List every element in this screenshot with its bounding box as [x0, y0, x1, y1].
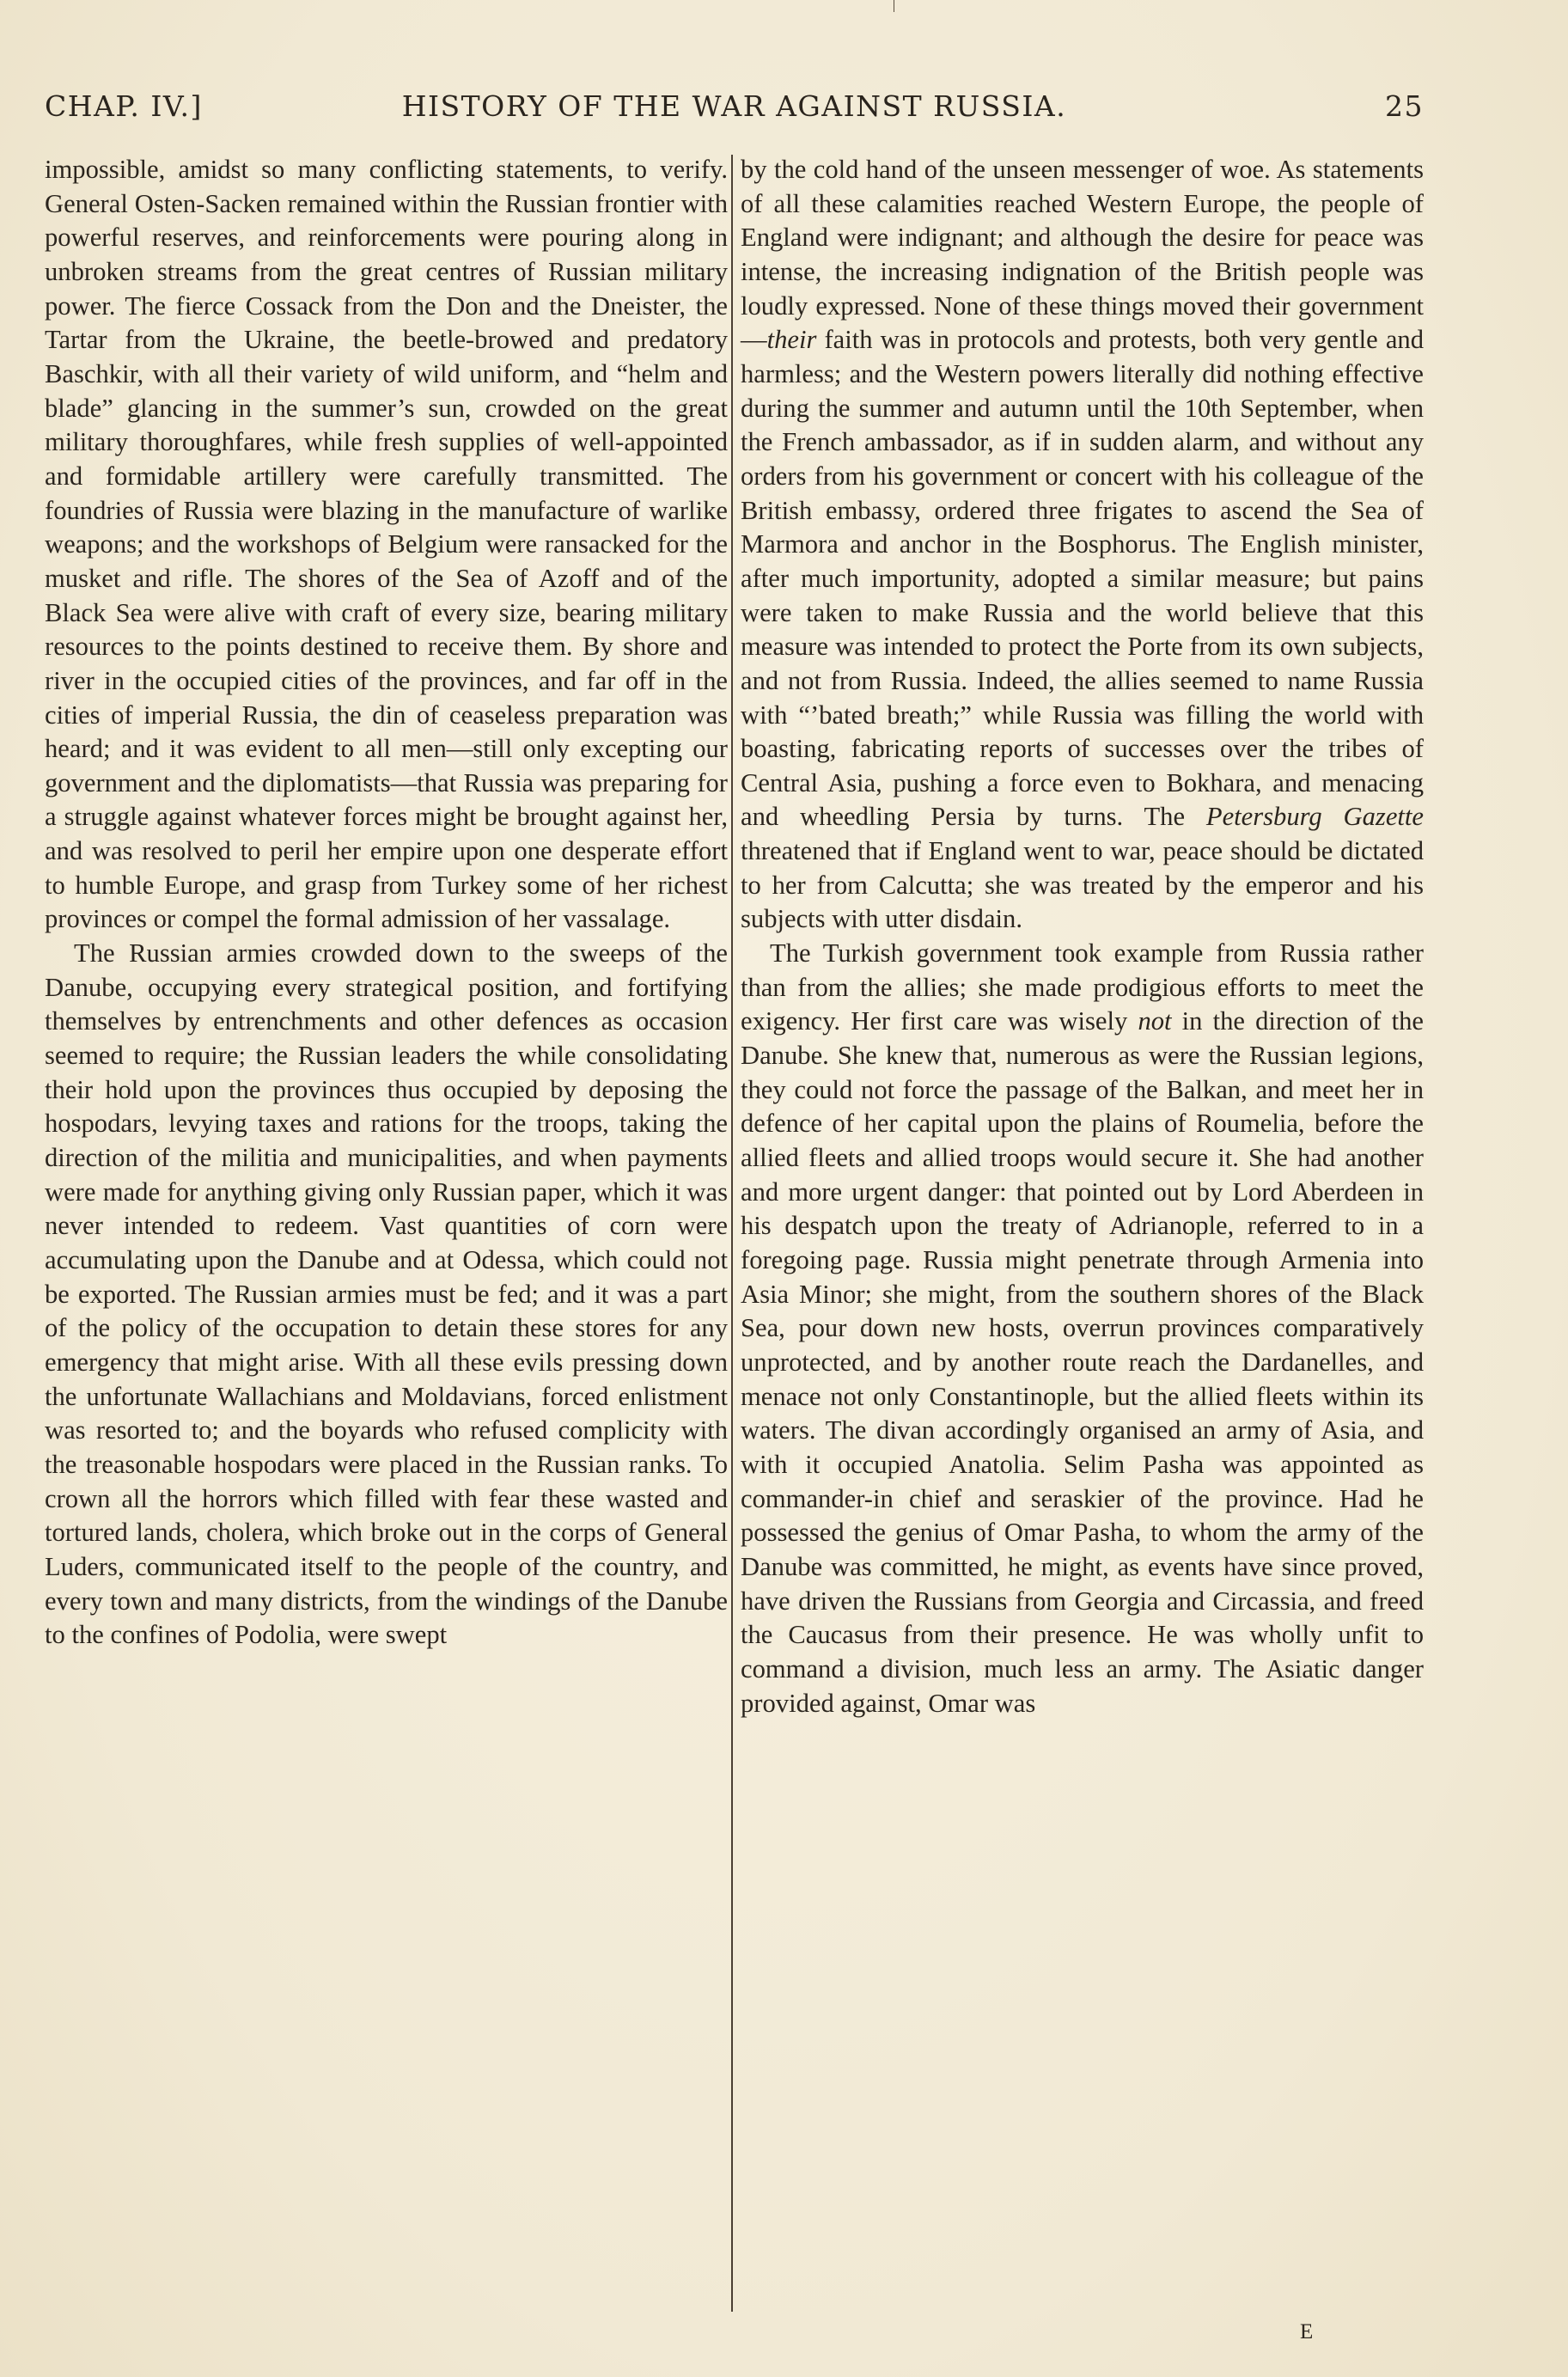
right-p2-start: The Turkish government took example from Russia rather than from the allies; she made prodigious efforts to meet the exigency. Her first care was wisely [741, 938, 1424, 1036]
page-number: 25 [1385, 89, 1424, 123]
right-column [741, 153, 1424, 1720]
running-header [45, 82, 1424, 125]
running-title: HISTORY OF THE WAR AGAINST RUSSIA. [401, 89, 1067, 123]
printer-signature-mark: E [1300, 2320, 1315, 2343]
chapter-label: CHAP. IV.] [45, 89, 203, 123]
emphasis-petersburg-gazette: Petersburg Gazette [1205, 802, 1424, 832]
right-p1-continued: faith was in protocols and protests, both very gentle and harmless; and the Western powers literally did nothing effective during the summer and autumn until the 10th September, when the French ambassador, as if in sudden alarm, and without any orders from his government or concert with his colleague of the British embassy, ordered three frigates to ascend the Sea of Marmora and anchor in the Bosphorus. The English minister, after much importunity, adopted a similar measure; but pains were taken to make Russia and the world believe that this measure was intended to protect the Porte from its own subjects, and not from Russia. Indeed, the allies seemed to name Russia with “’bated breath;” while Russia was filling the world with boasting, fabricating reports of successes over the tribes of Central Asia, pushing a force even to Bokhara, and menacing and wheedling Persia by turns. The [741, 325, 1424, 832]
right-paragraph-1 [741, 153, 1424, 937]
emphasis-not: not [1138, 1006, 1172, 1036]
right-p1-end: threatened that if England went to war, peace should be dictated to her from Calcutta; she was treated by the emperor and his subjects with utter disdain. [741, 836, 1424, 934]
right-p1-text: by the cold hand of the unseen messenger of woe. As statements of all these calamities reached Western Europe, the people of England were indignant; and although the desire for peace was intense, the increasing indignation of the British people was loudly expressed. None of these things moved their government— [741, 155, 1424, 355]
emphasis-their: their [766, 325, 817, 355]
column-divider [731, 155, 733, 2312]
left-column [45, 153, 728, 1653]
left-paragraph-2: The Russian armies crowded down to the sweeps of the Danube, occupying every strategical position, and fortifying themselves by entrenchments and other defences as occasion seemed to require; the Russian leaders the while consolidating their hold upon the provinces thus occupied by deposing the hospodars, levying taxes and rations for the troops, taking the direction of the militia and municipalities, and when payments were made for anything giving only Russian paper, which it was never intended to redeem. Vast quantities of corn were accumulating upon the Danube and at Odessa, which could not be exported. The Russian armies must be fed; and it was a part of the policy of the occupation to detain these stores for any emergency that might arise. With all these evils pressing down the unfortunate Wallachians and Moldavians, forced enlistment was resorted to; and the boyards who refused complicity with the treasonable hospodars were placed in the Russian ranks. To crown all the horrors which filled with fear these wasted and tortured lands, cholera, which broke out in the corps of General Luders, communicated itself to the people of the country, and every town and many districts, from the windings of the Danube to the confines of Podolia, were swept [45, 938, 728, 1650]
right-paragraph-2 [741, 937, 1424, 1720]
left-paragraph-1: impossible, amidst so many conflicting statements, to verify. General Osten-Sacken remained within the Russian frontier with powerful reserves, and reinforcements were pouring along in unbroken streams from the great centres of Russian military power. The fierce Cossack from the Don and the Dneister, the Tartar from the Ukraine, the beetle-browed and predatory Baschkir, with all their variety of wild uniform, and “helm and blade” glancing in the summer’s sun, crowded on the great military thoroughfares, while fresh supplies of well-appointed and formidable artillery were carefully transmitted. The foundries of Russia were blazing in the manufacture of warlike weapons; and the workshops of Belgium were ransacked for the musket and rifle. The shores of the Sea of Azoff and of the Black Sea were alive with craft of every size, bearing military resources to the points destined to receive them. By shore and river in the occupied cities of the provinces, and far off in the cities of imperial Russia, the din of ceaseless preparation was heard; and it was evident to all men—still only excepting our government and the diplomatists—that Russia was preparing for a struggle against whatever forces might be brought against her, and was resolved to peril her empire upon one desperate effort to humble Europe, and grasp from Turkey some of her richest provinces or compel the formal admission of her vassalage. [45, 155, 728, 934]
right-p2-rest: in the direction of the Danube. She knew that, numerous as were the Russian legions, they could not force the passage of the Balkan, and meet her in defence of her capital upon the plains of Roumelia, before the allied fleets and allied troops would secure it. She had another and more urgent danger: that pointed out by Lord Aberdeen in his despatch upon the treaty of Adrianople, referred to in a foregoing page. Russia might penetrate through Armenia into Asia Minor; she might, from the southern shores of the Black Sea, pour down new hosts, overrun provinces comparatively unprotected, and by another route reach the Dardanelles, and menace not only Constantinople, but the allied fleets within its waters. The divan accordingly organised an army of Asia, and with it occupied Anatolia. Selim Pasha was appointed as commander-in chief and seraskier of the province. Had he possessed the genius of Omar Pasha, to whom the army of the Danube was committed, he might, as events have since proved, have driven the Russians from Georgia and Circassia, and freed the Caucasus from their presence. He was wholly unfit to command a division, much less an army. The Asiatic danger provided against, Omar was [741, 1006, 1425, 1718]
